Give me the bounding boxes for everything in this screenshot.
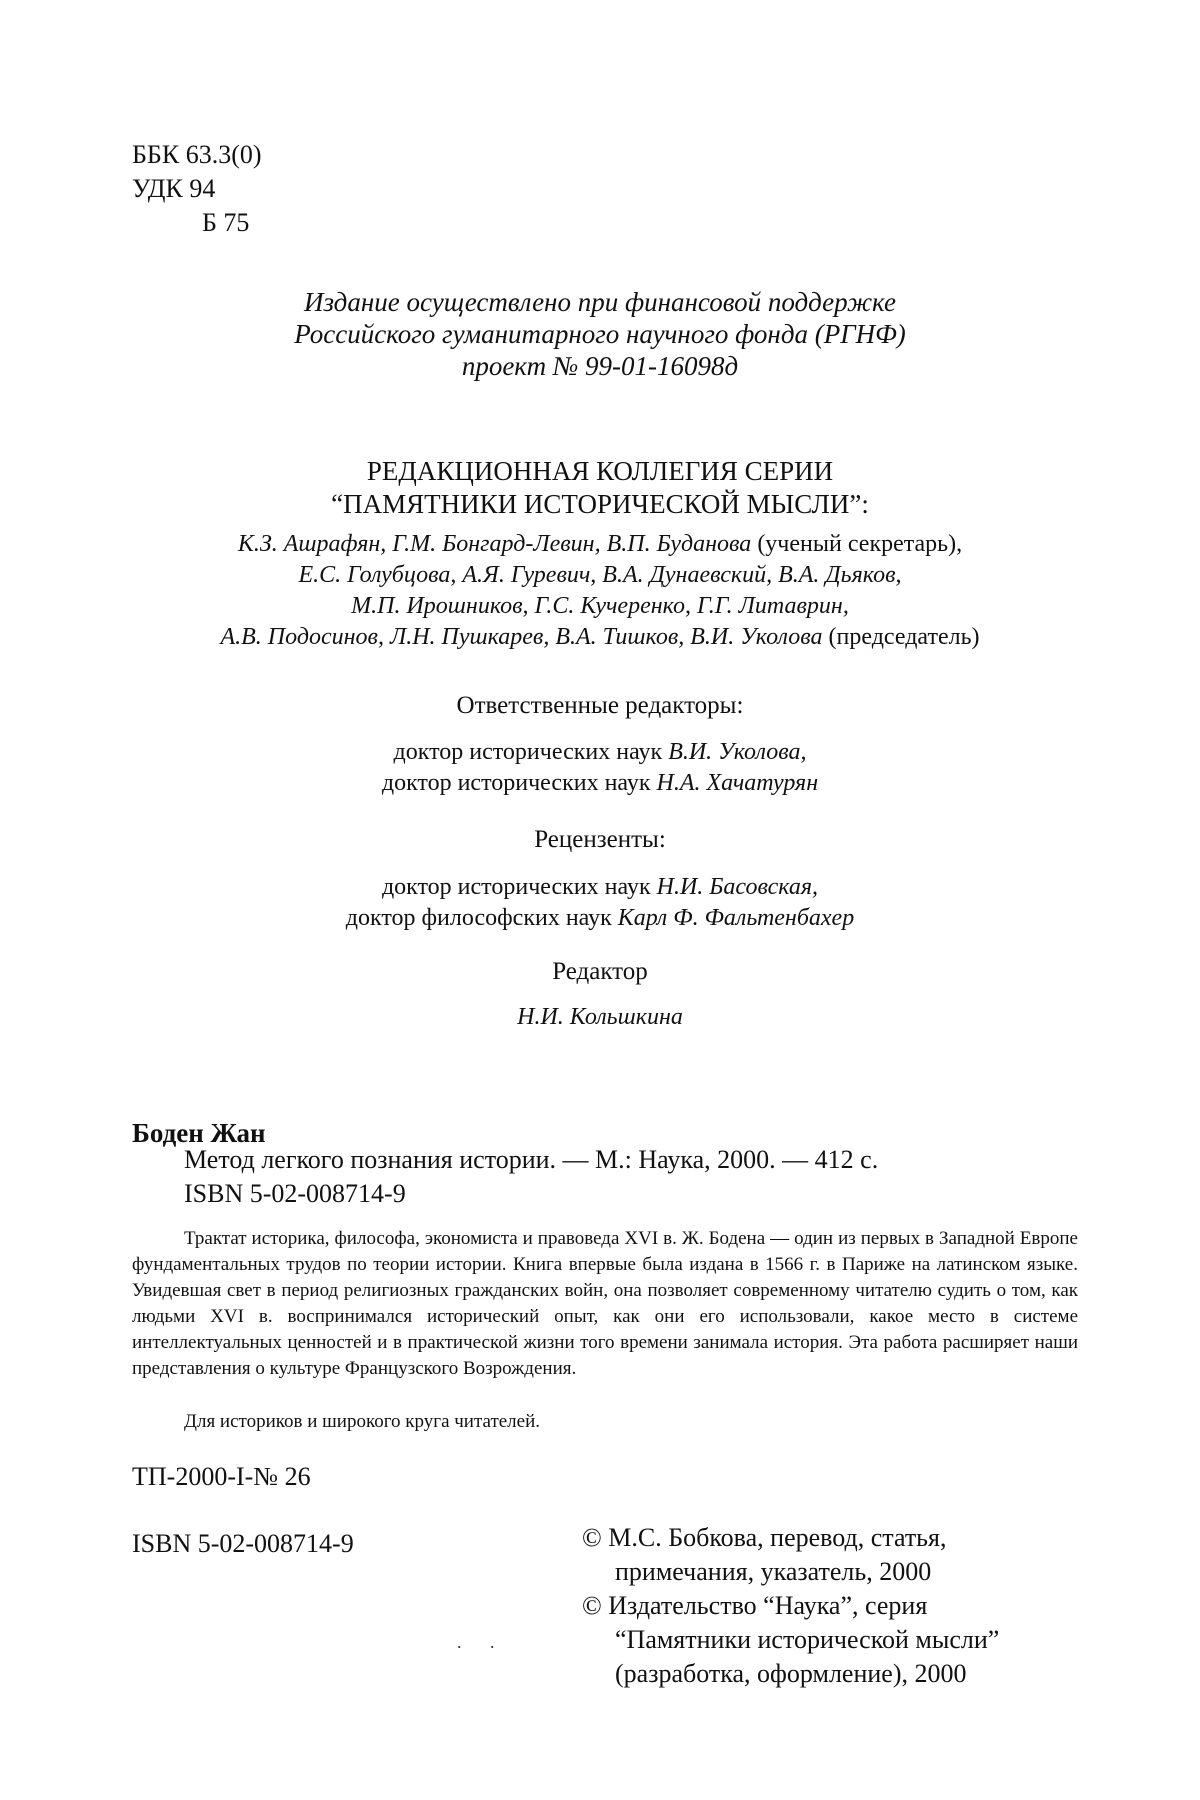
editor-heading: Редактор	[552, 958, 648, 985]
reviewer-name: Н.И. Басовская,	[656, 874, 819, 900]
bibliographic-isbn: ISBN 5-02-008714-9	[184, 1179, 406, 1208]
audience-note: Для историков и широкого круга читателей.	[184, 1411, 541, 1432]
udk-code: УДК 94	[132, 174, 216, 203]
board-members-line: М.П. Ирошников, Г.С. Кучеренко, Г.Г. Литаврин,	[351, 593, 849, 619]
copyright-line: примечания, указатель, 2000	[615, 1557, 932, 1586]
board-member-role: (председатель)	[822, 624, 980, 650]
editorial-board-heading	[0, 455, 1200, 521]
classification-codes	[132, 138, 262, 240]
reviewer-degree: доктор философских наук	[345, 905, 618, 931]
series-title-line: “ПАМЯТНИКИ ИСТОРИЧЕСКОЙ МЫСЛИ”:	[331, 489, 869, 519]
editor-name: В.И. Уколова,	[668, 739, 807, 765]
copyright-line: “Памятники исторической мысли”	[615, 1625, 1000, 1654]
funding-note-line: Российского гуманитарного научного фонда (РГНФ)	[294, 319, 906, 349]
editor-name: Н.А. Хачатурян	[656, 770, 819, 796]
bibliographic-record	[184, 1143, 878, 1211]
editorial-board-title-line: РЕДАКЦИОННАЯ КОЛЛЕГИЯ СЕРИИ	[366, 456, 834, 486]
bbk-code: ББК 63.3(0)	[132, 140, 262, 169]
editor-degree: доктор исторических наук	[393, 739, 669, 765]
author-mark: Б 75	[202, 208, 250, 237]
editorial-board-members	[0, 529, 1200, 653]
reviewer-line	[0, 872, 1200, 903]
board-members-names: К.З. Ашрафян, Г.М. Бонгард-Левин, В.П. Буданова	[237, 531, 752, 557]
reviewer-degree: доктор исторических наук	[381, 874, 657, 900]
reviewers-heading: Рецензенты:	[534, 826, 666, 853]
responsible-editor-line	[0, 768, 1200, 799]
editor-name: Н.И. Кольшкина	[517, 1004, 683, 1030]
reviewers-list	[0, 872, 1200, 934]
board-members-line	[0, 529, 1200, 560]
board-member-role: (ученый секретарь),	[751, 531, 963, 557]
copyright-line: (разработка, оформление), 2000	[615, 1659, 967, 1688]
reviewer-name: Карл Ф. Фальтенбахер	[617, 905, 855, 931]
print-artifact-dots: . .	[457, 1632, 507, 1652]
bibliographic-title: Метод легкого познания истории. — М.: Наука, 2000. — 412 с.	[184, 1145, 879, 1174]
board-members-line: Е.С. Голубцова, А.Я. Гуревич, В.А. Дунаевский, В.А. Дьяков,	[298, 562, 902, 588]
copyright-line: © М.С. Бобкова, перевод, статья,	[582, 1523, 947, 1552]
tp-code: ТП-2000-I-№ 26	[132, 1462, 311, 1491]
reviewer-line	[0, 903, 1200, 934]
annotation-text: Трактат историка, философа, экономиста и правоведа XVI в. Ж. Бодена — один из первых в Западной Европе фундаментальных трудов по теории истории. Книга впервые была издана в 1566 г. в Париже на латинском языке. Увидевшая свет в период религиозных гражданских войн, она позволяет современному читателю судить о том, как людьми XVI в. воспринимался исторический опыт, как они его использовали, какое место в системе интеллектуальных ценностей и в практической жизни того времени занимала история. Эта работа расширяет наши представления о культуре Французского Возрождения.	[132, 1228, 1078, 1379]
copyright-block	[582, 1521, 999, 1691]
board-members-names: А.В. Подосинов, Л.Н. Пушкарев, В.А. Тишков, В.И. Уколова	[220, 624, 823, 650]
editor-degree: доктор исторических наук	[381, 770, 657, 796]
isbn-number: ISBN 5-02-008714-9	[132, 1529, 354, 1558]
funding-note	[0, 286, 1200, 382]
responsible-editor-line	[0, 737, 1200, 768]
funding-note-line: проект № 99-01-16098д	[461, 351, 739, 381]
responsible-editors-list	[0, 737, 1200, 799]
funding-note-line: Издание осуществлено при финансовой поддержке	[304, 287, 896, 317]
bibliographic-author: Боден Жан	[132, 1118, 266, 1148]
responsible-editors-heading: Ответственные редакторы:	[456, 692, 744, 719]
copyright-line: © Издательство “Наука”, серия	[582, 1591, 928, 1620]
board-members-line	[0, 622, 1200, 653]
